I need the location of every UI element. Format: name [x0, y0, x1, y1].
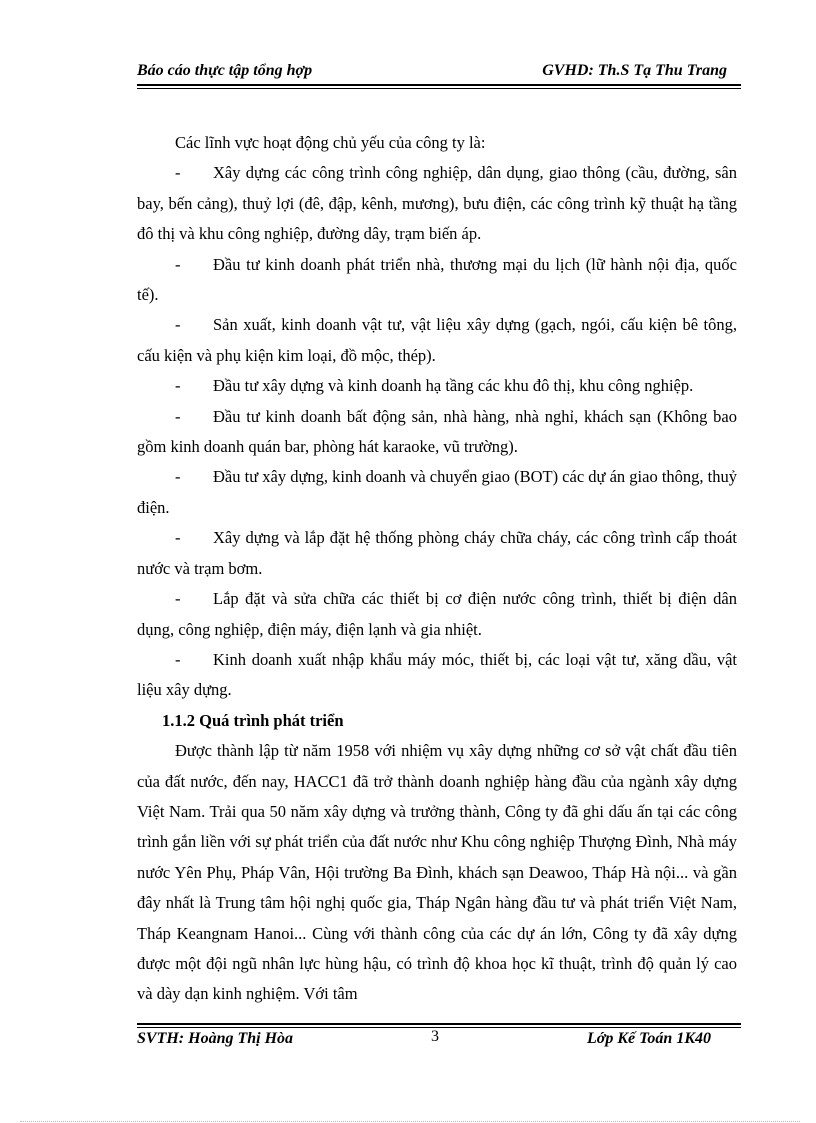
header-rule	[137, 84, 741, 86]
list-item	[137, 250, 737, 311]
bullet-dash: -	[175, 589, 181, 609]
list-item	[137, 158, 737, 249]
page-number: 3	[431, 1028, 439, 1045]
list-item	[137, 371, 737, 401]
list-item-text: Đầu tư xây dựng, kinh doanh và chuyển giao (BOT) các dự án giao thông, thuỷ điện.	[137, 467, 737, 517]
list-item-text: Xây dựng và lắp đặt hệ thống phòng cháy chữa cháy, các công trình cấp thoát nước và trạm bơm.	[137, 528, 737, 578]
list-item	[137, 462, 737, 523]
bullet-dash: -	[175, 315, 181, 335]
header-report-title: Báo cáo thực tập tổng hợp	[137, 62, 313, 79]
page-header	[137, 58, 741, 84]
bullet-dash: -	[175, 254, 181, 274]
list-item	[137, 645, 737, 706]
list-item-text: Kinh doanh xuất nhập khẩu máy móc, thiết bị, các loại vật tư, xăng dầu, vật liệu xây dựng.	[137, 649, 737, 700]
list-item-text: Xây dựng các công trình công nghiệp, dân dụng, giao thông (cầu, đường, sân bay, bến cảng), thuỷ lợi (đê, đập, kênh, mương), bưu điện, các công trình kỹ thuật hạ tầng đô thị và khu công nghiệp, đường dây, trạm biến áp.	[137, 163, 737, 244]
header-rule-thin	[137, 88, 741, 89]
section-paragraph: Được thành lập từ năm 1958 với nhiệm vụ xây dựng những cơ sở vật chất đầu tiên của đất nước, đến nay, HACC1 đã trở thành doanh nghiệp hàng đầu của ngành xây dựng Việt Nam. Trải qua 50 năm xây dựng và trưởng thành, Công ty đã ghi dấu ấn tại các công trình gắn liền với sự phát triển của đất nước như Khu công nghiệp Thượng Đình, Nhà máy nước Yên Phụ, Pháp Vân, Hội trường Ba Đình, khách sạn Deawoo, Tháp Hà nội... và gần đây nhất là Trung tâm hội nghị quốc gia, Tháp Ngân hàng đầu tư và phát triển Việt Nam, Tháp Keangnam Hanoi... Cùng với thành công của các dự án lớn, Công ty đã xây dựng được một đội ngũ nhân lực hùng hậu, có trình độ khoa học kĩ thuật, trình độ quản lý cao và dày dạn kinh nghiệm. Với tâm	[137, 741, 737, 1004]
list-item-text: Đầu tư kinh doanh phát triển nhà, thương mại du lịch (lữ hành nội địa, quốc tế).	[137, 254, 737, 305]
section-heading: 1.1.2 Quá trình phát triển	[162, 710, 344, 730]
list-item-text: Sản xuất, kinh doanh vật tư, vật liệu xây dựng (gạch, ngói, cấu kiện bê tông, cấu kiện và phụ kiện kim loại, đồ mộc, thép).	[137, 315, 737, 365]
list-item	[137, 402, 737, 463]
list-item-text: Đầu tư xây dựng và kinh doanh hạ tầng các khu đô thị, khu công nghiệp.	[213, 376, 694, 396]
list-item	[137, 584, 737, 645]
bullet-dash: -	[175, 467, 181, 487]
bullet-dash: -	[175, 376, 181, 396]
footer-student-name: SVTH: Hoàng Thị Hòa	[137, 1030, 294, 1047]
bullet-dash: -	[175, 406, 181, 426]
list-item-text: Lắp đặt và sửa chữa các thiết bị cơ điện nước công trình, thiết bị điện dân dụng, công nghiệp, điện máy, điện lạnh và gia nhiệt.	[137, 589, 737, 639]
footer-rule	[137, 1023, 741, 1025]
footer-class: Lớp Kế Toán 1K40	[586, 1030, 711, 1047]
bullet-dash: -	[175, 163, 181, 183]
page-body	[137, 128, 737, 1010]
list-item-text: Đầu tư kinh doanh bất động sản, nhà hàng, nhà nghỉ, khách sạn (Không bao gồm kinh doanh quán bar, phòng hát karaoke, vũ trường).	[137, 406, 737, 457]
header-supervisor: GVHD: Th.S Tạ Thu Trang	[542, 62, 727, 79]
page-footer	[137, 1028, 741, 1052]
intro-paragraph: Các lĩnh vực hoạt động chủ yếu của công ty là:	[175, 133, 486, 152]
list-item	[137, 523, 737, 584]
page-edge-divider	[20, 1121, 800, 1122]
bullet-dash: -	[175, 528, 181, 548]
bullet-dash: -	[175, 649, 181, 669]
list-item	[137, 310, 737, 371]
